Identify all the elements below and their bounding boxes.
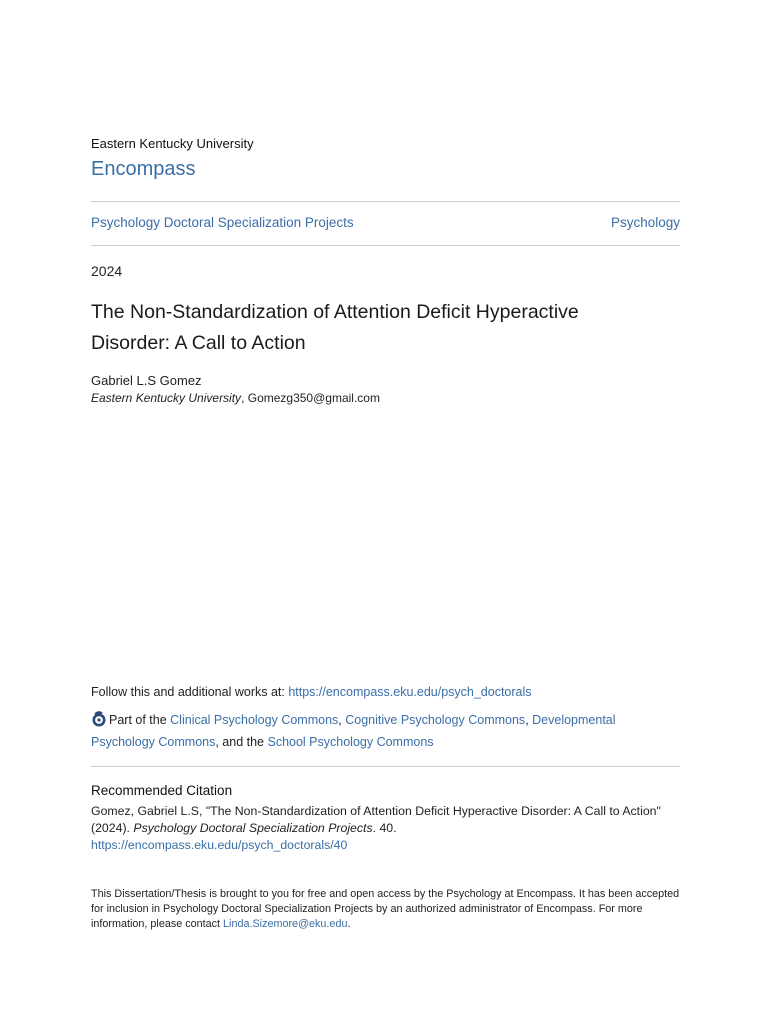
citation-series: Psychology Doctoral Specialization Projects bbox=[133, 821, 373, 835]
contact-email-link[interactable]: Linda.Sizemore@eku.edu bbox=[223, 918, 348, 930]
cover-page bbox=[91, 0, 680, 1024]
institution-name: Eastern Kentucky University bbox=[91, 136, 254, 151]
separator: , bbox=[525, 713, 533, 727]
school-psychology-commons-link[interactable]: School Psychology Commons bbox=[267, 735, 434, 749]
collection-url-link[interactable]: https://encompass.eku.edu/psych_doctorals bbox=[288, 685, 532, 699]
follow-text: Follow this and additional works at: bbox=[91, 685, 289, 699]
author-email: , Gomezg350@gmail.com bbox=[241, 391, 380, 405]
citation-heading: Recommended Citation bbox=[91, 783, 233, 798]
citation-url-link[interactable]: https://encompass.eku.edu/psych_doctorals/40 bbox=[91, 838, 348, 852]
repository-link[interactable]: Encompass bbox=[91, 158, 196, 180]
citation-body bbox=[91, 803, 680, 854]
series-link[interactable]: Psychology Doctoral Specialization Projects bbox=[91, 215, 354, 230]
developmental-psychology-commons-link[interactable]: Developmental Psychology Commons bbox=[91, 713, 616, 749]
follow-line bbox=[91, 685, 532, 699]
footer-text: This Dissertation/Thesis is brought to you for free and open access by the Psychology at Encompass. It has been accepted for inclusion in Psychology Doctoral Specialization Projects by an authorized administrator of Encompass. For more information, please contact bbox=[91, 888, 680, 930]
citation-line bbox=[91, 820, 680, 837]
clinical-psychology-commons-link[interactable]: Clinical Psychology Commons bbox=[170, 713, 339, 727]
separator: , and the bbox=[215, 735, 268, 749]
divider bbox=[91, 201, 680, 202]
affiliation-text: Eastern Kentucky University bbox=[91, 391, 242, 405]
divider bbox=[91, 766, 680, 767]
separator: , bbox=[338, 713, 346, 727]
citation-line: Gomez, Gabriel L.S, "The Non-Standardization of Attention Deficit Hyperactive Disorder: A Call to Action" bbox=[91, 804, 661, 818]
divider bbox=[91, 245, 680, 246]
footer-notice bbox=[91, 887, 680, 932]
author-name: Gabriel L.S Gomez bbox=[91, 373, 202, 388]
footer-end: . bbox=[347, 918, 351, 930]
publication-year: 2024 bbox=[91, 263, 123, 279]
open-access-icon bbox=[91, 711, 107, 727]
author-affiliation bbox=[91, 391, 380, 405]
commons-prefix: Part of the bbox=[109, 713, 171, 727]
cognitive-psychology-commons-link[interactable]: Cognitive Psychology Commons bbox=[345, 713, 526, 727]
citation-number: . 40. bbox=[372, 821, 397, 835]
commons-line bbox=[91, 709, 680, 753]
document-title: The Non-Standardization of Attention Deficit Hyperactive Disorder: A Call to Action bbox=[91, 301, 579, 354]
department-link[interactable]: Psychology bbox=[610, 215, 680, 230]
citation-year: (2024). bbox=[91, 821, 134, 835]
